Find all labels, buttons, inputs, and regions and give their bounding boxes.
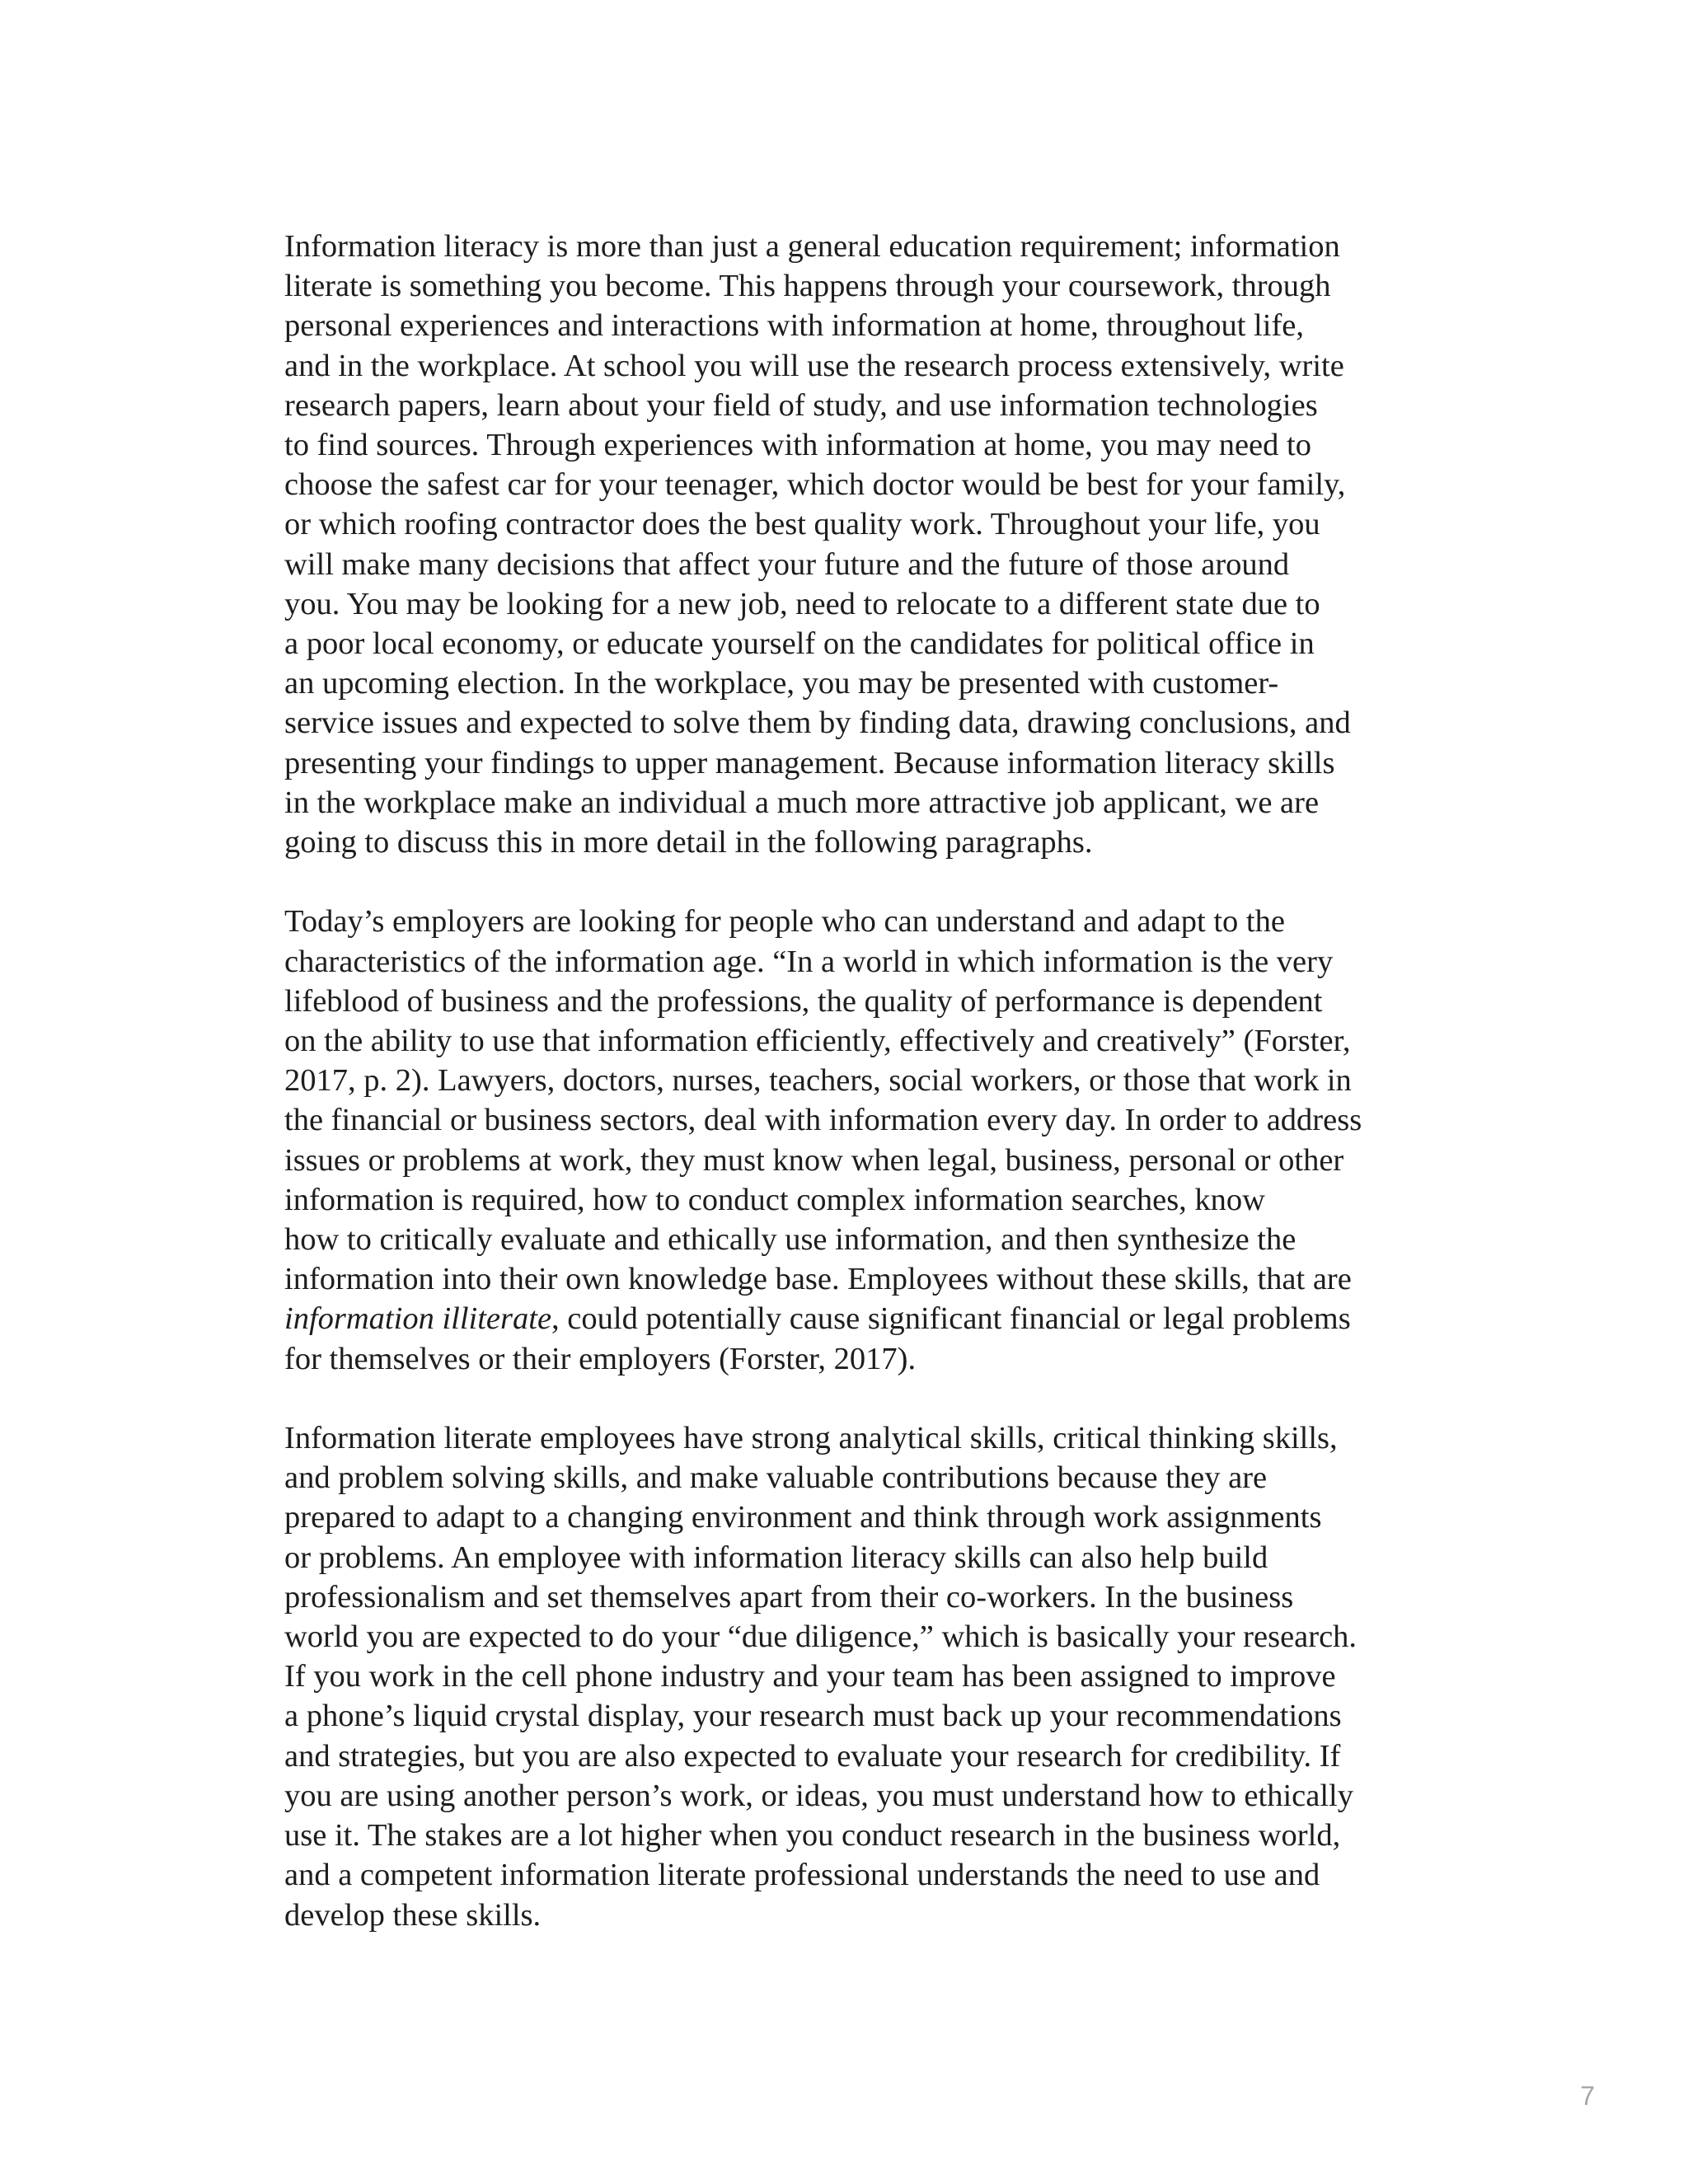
text-line: personal experiences and interactions with information at home, throughout life, [284, 308, 1304, 344]
text-line: world you are expected to do your “due diligence,” which is basically your research. [284, 1619, 1357, 1655]
paragraph-1 [284, 227, 1414, 862]
text-line: you are using another person’s work, or ideas, you must understand how to ethically [284, 1778, 1353, 1813]
text-line: develop these skills. [284, 1897, 542, 1933]
text-line: information into their own knowledge base. Employees without these skills, that are [284, 1262, 1352, 1297]
text-line: professionalism and set themselves apart from their co-workers. In the business [284, 1579, 1294, 1615]
text-line: an upcoming election. In the workplace, you may be presented with customer- [284, 666, 1279, 701]
text-line: you. You may be looking for a new job, need to relocate to a different state due to [284, 586, 1320, 621]
text-line: Information literacy is more than just a general education requirement; information [284, 229, 1340, 264]
text-line: and strategies, but you are also expected to evaluate your research for credibility. If [284, 1738, 1341, 1774]
text-line: or problems. An employee with information literacy skills can also help build [284, 1540, 1268, 1575]
text-line: issues or problems at work, they must know when legal, business, personal or other [284, 1142, 1344, 1178]
text-line: 2017, p. 2). Lawyers, doctors, nurses, teachers, social workers, or those that work in [284, 1063, 1352, 1099]
text-line: the financial or business sectors, deal with information every day. In order to address [284, 1103, 1362, 1138]
text-line: characteristics of the information age. “In a world in which information is the very [284, 944, 1334, 979]
paragraph-2 [284, 902, 1414, 1378]
text-line: and in the workplace. At school you will use the research process extensively, write [284, 348, 1344, 383]
text-line: going to discuss this in more detail in the following paragraphs. [284, 825, 1093, 860]
text-line: in the workplace make an individual a much more attractive job applicant, we are [284, 785, 1320, 820]
text-line: will make many decisions that affect your future and the future of those around [284, 546, 1290, 582]
text-line: and problem solving skills, and make valuable contributions because they are [284, 1460, 1268, 1496]
text-line: or which roofing contractor does the best quality work. Throughout your life, you [284, 507, 1320, 542]
text-line: on the ability to use that information efficiently, effectively and creatively” (Forster, [284, 1024, 1351, 1059]
text-line: service issues and expected to solve them by finding data, drawing conclusions, and [284, 705, 1351, 741]
text-line: If you work in the cell phone industry and your team has been assigned to improve [284, 1659, 1336, 1694]
text-line: lifeblood of business and the professions, the quality of performance is dependent [284, 983, 1323, 1019]
text-line: for themselves or their employers (Forster, 2017). [284, 1341, 917, 1376]
text-line: presenting your findings to upper management. Because information literacy skills [284, 745, 1335, 780]
text-line: information is required, how to conduct complex information searches, know [284, 1182, 1265, 1217]
page-number: 7 [1580, 2081, 1595, 2111]
text-line-with-italic [284, 1299, 1414, 1338]
text-line: prepared to adapt to a changing environment and think through work assignments [284, 1500, 1322, 1535]
text-line: Information literate employees have strong analytical skills, critical thinking skills, [284, 1421, 1338, 1456]
text-line: a poor local economy, or educate yourself on the candidates for political office in [284, 626, 1315, 662]
italic-term: information illiterate [284, 1301, 552, 1337]
text-line: to find sources. Through experiences with information at home, you may need to [284, 428, 1311, 463]
text-line: a phone’s liquid crystal display, your research must back up your recommendations [284, 1699, 1342, 1734]
text-line: how to critically evaluate and ethically use information, and then synthesize the [284, 1222, 1296, 1258]
text-line: Today’s employers are looking for people who can understand and adapt to the [284, 904, 1285, 940]
body-text [284, 227, 1414, 1935]
paragraph-3 [284, 1418, 1414, 1935]
text-line: use it. The stakes are a lot higher when you conduct research in the business world, [284, 1818, 1341, 1854]
text-line: research papers, learn about your field of study, and use information technologies [284, 387, 1318, 423]
text-line: literate is something you become. This happens through your coursework, through [284, 269, 1331, 304]
text-line: and a competent information literate professional understands the need to use and [284, 1858, 1320, 1893]
text-line: choose the safest car for your teenager, which doctor would be best for your family, [284, 467, 1346, 503]
text-after-italic: , could potentially cause significant financial or legal problems [551, 1301, 1351, 1337]
